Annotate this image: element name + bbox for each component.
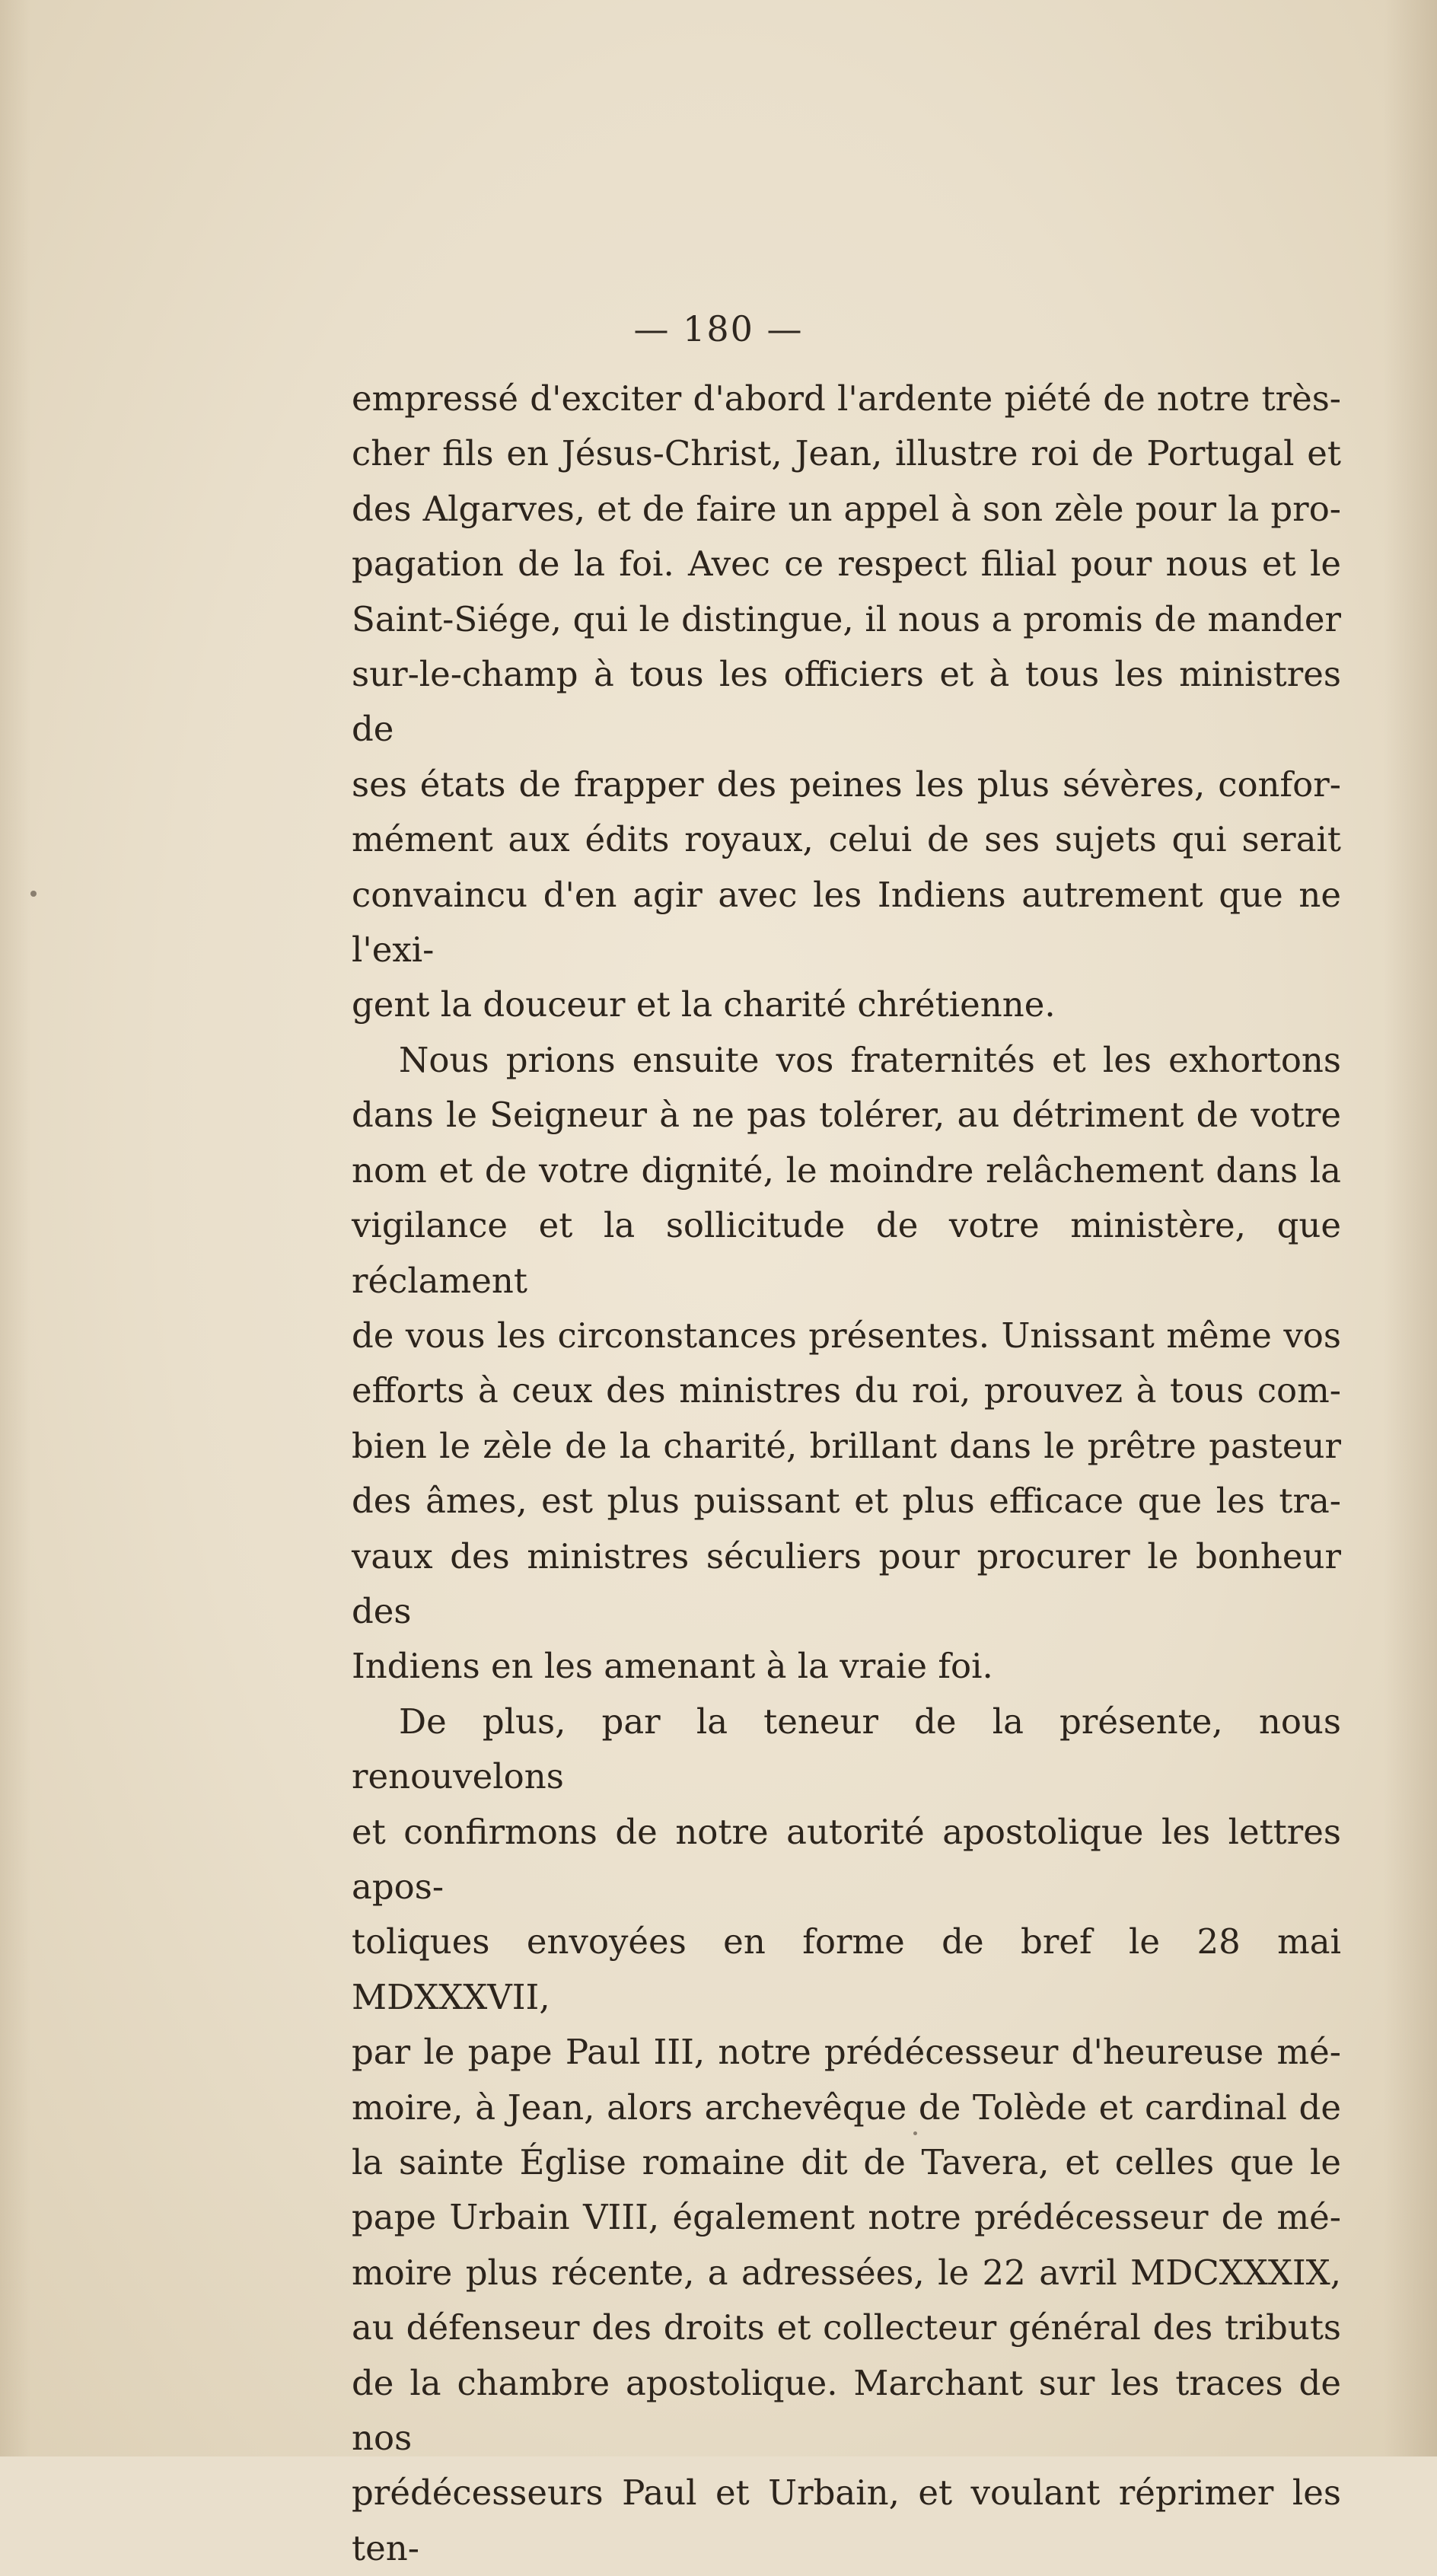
page-number: — 180 —	[633, 308, 804, 349]
paragraph-2	[352, 1033, 1341, 1694]
page-edge-shadow	[1384, 0, 1437, 2456]
text-line: vigilance et la sollicitude de votre ministère, que réclament	[352, 1205, 1341, 1301]
page-fold-shadow	[0, 0, 30, 2456]
text-line: gent la douceur et la charité chrétienne.	[352, 984, 1056, 1025]
text-line: la sainte Église romaine dit de Tavera, et celles que le	[352, 2142, 1341, 2182]
text-line: Nous prions ensuite vos fraternités et les exhortons	[399, 1039, 1341, 1080]
text-line: bien le zèle de la charité, brillant dans le prêtre pasteur	[352, 1425, 1341, 1466]
text-line: toliques envoyées en forme de bref le 28 mai MDXXXVII,	[352, 1921, 1341, 2017]
text-line: efforts à ceux des ministres du roi, prouvez à tous com-	[352, 1370, 1341, 1411]
text-line: De plus, par la teneur de la présente, nous renouvelons	[352, 1701, 1341, 1797]
text-line: moire plus récente, a adressées, le 22 avril MDCXXXIX,	[352, 2252, 1341, 2293]
paragraph-3	[352, 1694, 1341, 2576]
text-line: dans le Seigneur à ne pas tolérer, au détriment de votre	[352, 1095, 1341, 1136]
text-line: vaux des ministres séculiers pour procurer le bonheur des	[352, 1535, 1341, 1631]
text-line: convaincu d'en agir avec les Indiens autrement que ne l'exi-	[352, 874, 1341, 971]
text-line: Indiens en les amenant à la vraie foi.	[352, 1646, 993, 1687]
text-line: mément aux édits royaux, celui de ses sujets qui serait	[352, 819, 1341, 860]
text-line: nom et de votre dignité, le moindre relâchement dans la	[352, 1149, 1341, 1191]
text-line: cher fils en Jésus-Christ, Jean, illustre roi de Portugal et	[352, 433, 1341, 474]
text-line: prédécesseurs Paul et Urbain, et voulant réprimer les ten-	[352, 2472, 1341, 2568]
paper-speck	[913, 2131, 917, 2135]
text-line: sur-le-champ à tous les officiers et à tous les ministres de	[352, 654, 1341, 750]
text-line: pagation de la foi. Avec ce respect filial pour nous et le	[352, 544, 1341, 585]
text-line: de vous les circonstances présentes. Unissant même vos	[352, 1315, 1341, 1356]
text-line: des âmes, est plus puissant et plus efficace que les tra-	[352, 1481, 1341, 1522]
text-line: par le pape Paul III, notre prédécesseur d'heureuse mé-	[352, 2032, 1341, 2073]
text-line: pape Urbain VIII, également notre prédécesseur de mé-	[352, 2197, 1341, 2238]
body-text	[352, 371, 1341, 2576]
text-line: ses états de frapper des peines les plus sévères, confor-	[352, 764, 1341, 805]
text-line: moire, à Jean, alors archevêque de Tolède et cardinal de	[352, 2087, 1341, 2128]
text-line: empressé d'exciter d'abord l'ardente piété de notre très-	[352, 378, 1341, 419]
text-line: de la chambre apostolique. Marchant sur les traces de nos	[352, 2362, 1341, 2459]
text-line: et confirmons de notre autorité apostolique les lettres apos-	[352, 1811, 1341, 1907]
text-line: des Algarves, et de faire un appel à son zèle pour la pro-	[352, 488, 1341, 529]
paper-speck	[30, 891, 37, 897]
paragraph-1	[352, 371, 1341, 1033]
text-line: Saint-Siége, qui le distingue, il nous a promis de mander	[352, 598, 1341, 639]
text-line: au défenseur des droits et collecteur général des tributs	[352, 2307, 1341, 2348]
